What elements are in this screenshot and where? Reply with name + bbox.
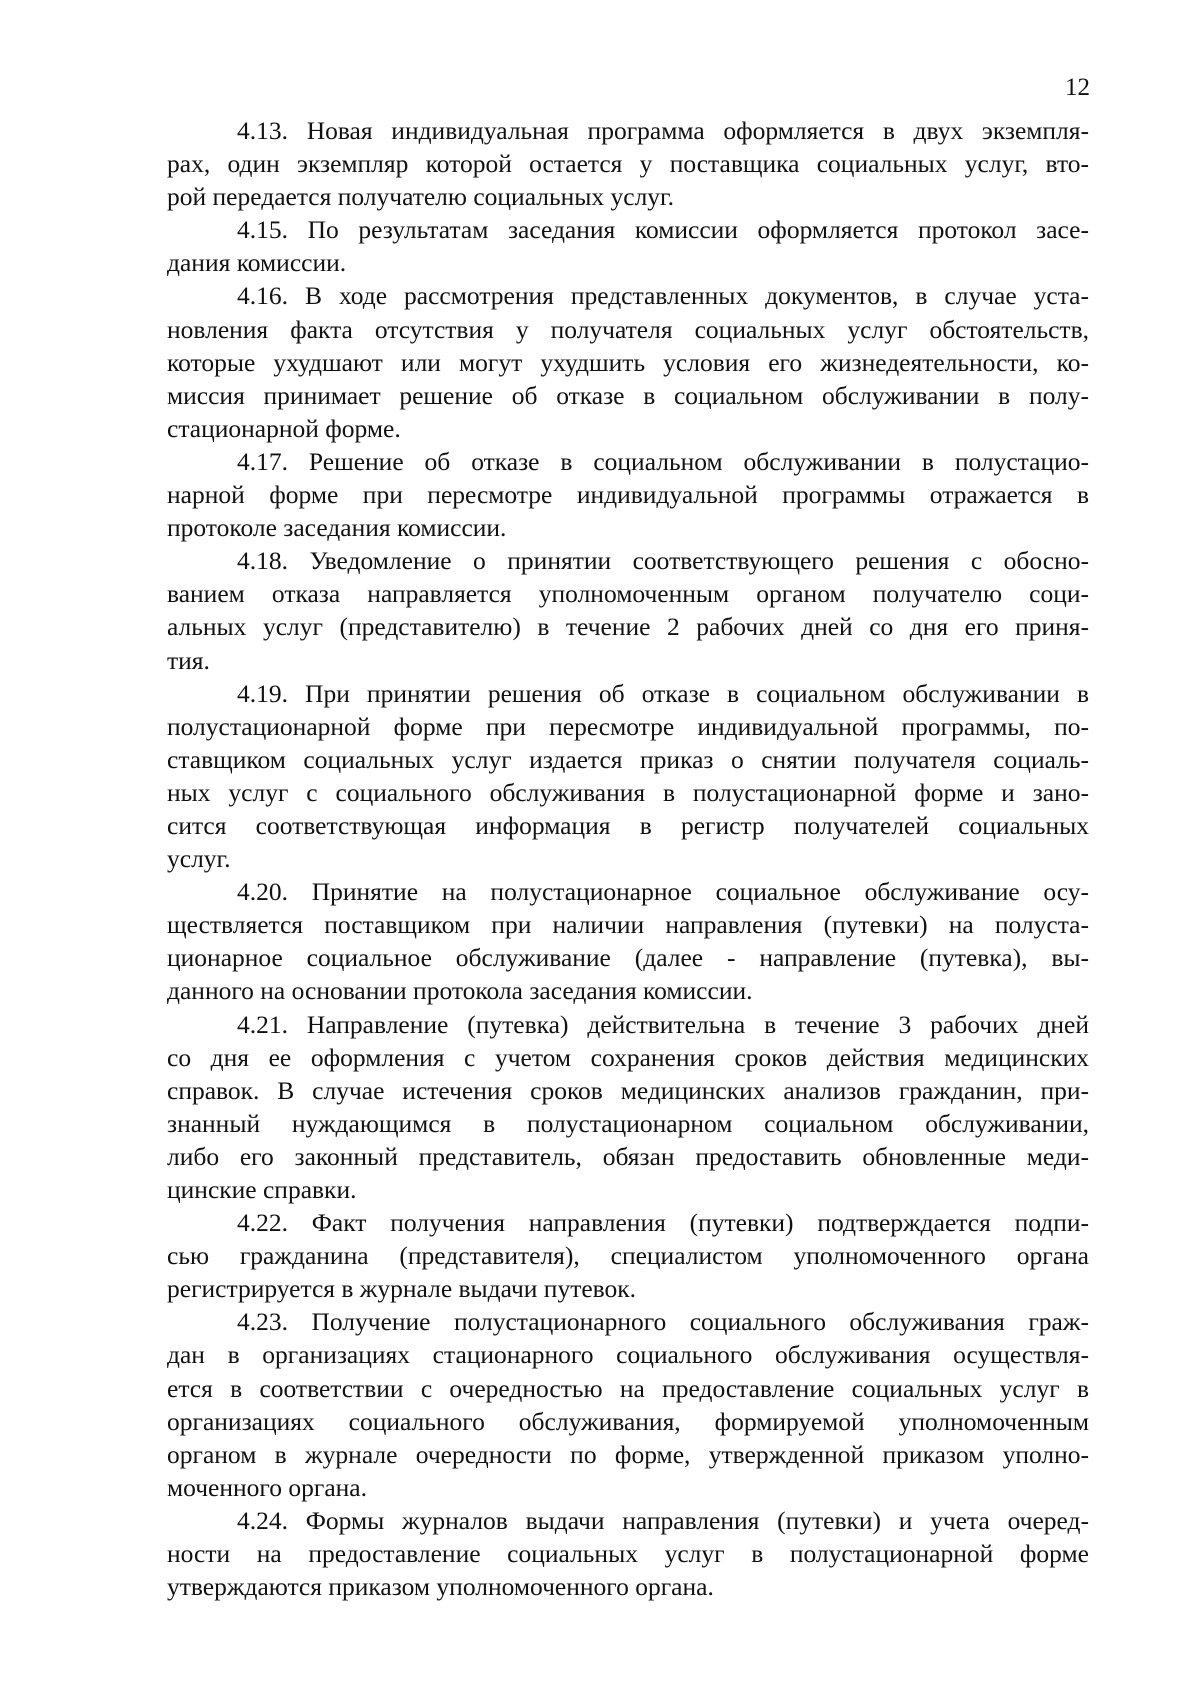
text-line: 4.20. Принятие на полустационарное социальное обслуживание осу- bbox=[237, 877, 1089, 907]
text-line: ванием отказа направляется уполномоченным органом получателю соци- bbox=[167, 579, 1089, 609]
text-line: ется в соответствии с очередностью на предоставление социальных услуг в bbox=[167, 1373, 1089, 1403]
paragraph bbox=[167, 677, 1089, 876]
text-line: рой передается получателю социальных услуг. bbox=[167, 182, 674, 212]
text-line: 4.18. Уведомление о принятии соответствующего решения с обосно- bbox=[237, 546, 1089, 576]
text-line: цинские справки. bbox=[167, 1175, 357, 1204]
text-line: 4.22. Факт получения направления (путевки) подтверждается подпи- bbox=[237, 1208, 1089, 1238]
text-line: ных услуг с социального обслуживания в полустационарной форме и зано- bbox=[167, 777, 1089, 807]
text-line: ставщиком социальных услуг издается приказ о снятии получателя социаль- bbox=[167, 744, 1089, 774]
text-line: протоколе заседания комиссии. bbox=[167, 513, 507, 543]
text-line: полустационарной форме при пересмотре индивидуальной программы, по- bbox=[167, 711, 1089, 741]
text-line: 4.15. По результатам заседания комиссии оформляется протокол засе- bbox=[237, 215, 1089, 245]
text-line: либо его законный представитель, обязан предоставить обновленные меди- bbox=[167, 1141, 1089, 1171]
text-line: со дня ее оформления с учетом сохранения сроков действия медицинских bbox=[167, 1042, 1089, 1072]
text-line: моченного органа. bbox=[167, 1472, 367, 1502]
text-line: миссия принимает решение об отказе в социальном обслуживании в полу- bbox=[167, 380, 1089, 410]
document-body bbox=[167, 114, 1089, 1603]
text-line: тия. bbox=[167, 645, 210, 675]
text-line: 4.17. Решение об отказе в социальном обслуживании в полустацио- bbox=[237, 446, 1089, 476]
text-line: ществляется поставщиком при наличии направления (путевки) на полуста- bbox=[167, 910, 1089, 940]
text-line: сью гражданина (представителя), специалистом уполномоченного органа bbox=[167, 1241, 1089, 1271]
paragraph bbox=[167, 279, 1089, 444]
paragraph bbox=[167, 445, 1089, 544]
text-line: регистрируется в журнале выдачи путевок. bbox=[167, 1274, 637, 1304]
text-line: альных услуг (представителю) в течение 2 рабочих дней со дня его приня- bbox=[167, 612, 1089, 642]
paragraph bbox=[167, 114, 1089, 213]
text-line: 4.23. Получение полустационарного социального обслуживания граж- bbox=[237, 1307, 1089, 1337]
text-line: 4.19. При принятии решения об отказе в социальном обслуживании в bbox=[237, 678, 1089, 708]
text-line: стационарной форме. bbox=[167, 413, 401, 443]
text-line: рах, один экземпляр которой остается у поставщика социальных услуг, вто- bbox=[167, 149, 1089, 179]
text-line: данного на основании протокола заседания комиссии. bbox=[167, 976, 753, 1006]
paragraph bbox=[167, 875, 1089, 1007]
text-line: нарной форме при пересмотре индивидуальной программы отражается в bbox=[167, 480, 1089, 510]
text-line: утверждаются приказом уполномоченного органа. bbox=[167, 1572, 714, 1602]
text-line: ности на предоставление социальных услуг в полустационарной форме bbox=[167, 1539, 1089, 1569]
text-line: знанный нуждающимся в полустационарном социальном обслуживании, bbox=[167, 1108, 1089, 1138]
paragraph bbox=[167, 544, 1089, 676]
text-line: органом в журнале очередности по форме, утвержденной приказом уполно- bbox=[167, 1439, 1089, 1469]
paragraph bbox=[167, 1504, 1089, 1603]
text-line: справок. В случае истечения сроков медицинских анализов гражданин, при- bbox=[167, 1075, 1089, 1105]
paragraph bbox=[167, 213, 1089, 279]
paragraph bbox=[167, 1206, 1089, 1305]
page-number: 12 bbox=[1065, 74, 1090, 101]
paragraph bbox=[167, 1008, 1089, 1207]
paragraph bbox=[167, 1305, 1089, 1504]
text-line: новления факта отсутствия у получателя социальных услуг обстоятельств, bbox=[167, 314, 1089, 344]
text-line: услуг. bbox=[167, 844, 231, 874]
text-line: 4.21. Направление (путевка) действительна в течение 3 рабочих дней bbox=[237, 1009, 1089, 1039]
text-line: сится соответствующая информация в регистр получателей социальных bbox=[167, 810, 1089, 840]
text-line: 4.13. Новая индивидуальная программа оформляется в двух экземпля- bbox=[237, 116, 1089, 145]
text-line: организациях социального обслуживания, формируемой уполномоченным bbox=[167, 1406, 1089, 1436]
text-line: 4.16. В ходе рассмотрения представленных документов, в случае уста- bbox=[237, 281, 1089, 311]
text-line: дан в организациях стационарного социального обслуживания осуществля- bbox=[167, 1340, 1089, 1370]
text-line: дания комиссии. bbox=[167, 248, 347, 278]
text-line: которые ухудшают или могут ухудшить условия его жизнедеятельности, ко- bbox=[167, 347, 1089, 377]
text-line: 4.24. Формы журналов выдачи направления (путевки) и учета очеред- bbox=[237, 1505, 1089, 1535]
text-line: ционарное социальное обслуживание (далее - направление (путевка), вы- bbox=[167, 943, 1089, 973]
